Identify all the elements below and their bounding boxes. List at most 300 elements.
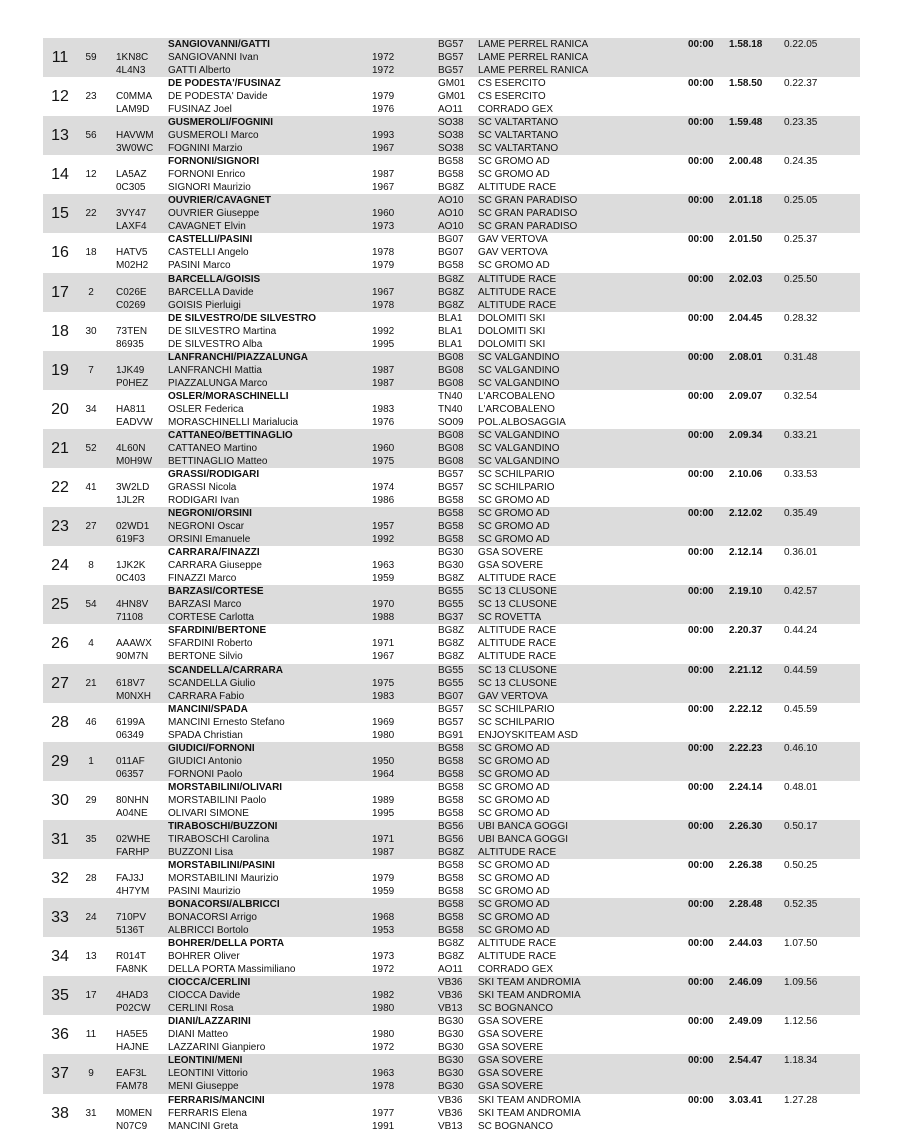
zero-time: 00:00	[688, 351, 714, 363]
athlete-code: 06349	[116, 729, 144, 741]
athlete-code: 4L4N3	[116, 65, 146, 76]
athlete-year: 1971	[372, 833, 395, 845]
club-code: BG58	[438, 169, 464, 181]
athlete-name: PIAZZALUNGA Marco	[168, 377, 268, 389]
finish-time: 1.59.48	[729, 117, 763, 129]
athlete-code: 619F3	[116, 534, 145, 546]
result-row	[43, 429, 860, 468]
club-name: SKI TEAM ANDROMIA	[478, 977, 581, 989]
finish-time: 2.44.03	[729, 938, 763, 950]
athlete-year: 1976	[372, 416, 395, 428]
athlete-year: 1973	[372, 951, 395, 963]
club-code: GM01	[438, 78, 466, 90]
athlete-code: HAJNE	[116, 1042, 149, 1054]
zero-time: 00:00	[688, 820, 714, 832]
club-code: BG57	[438, 52, 464, 63]
finish-time: 2.54.47	[729, 1055, 763, 1067]
time-gap: 0.33.21	[784, 429, 818, 441]
athlete-year: 1988	[372, 612, 395, 624]
result-row	[43, 1094, 860, 1133]
club-name: GAV VERTOVA	[478, 234, 548, 246]
result-row	[43, 273, 860, 312]
athlete-code: P02CW	[116, 1003, 151, 1015]
athlete-code: 1JK49	[116, 364, 145, 376]
athlete-code: FARHP	[116, 846, 150, 858]
time-gap: 0.46.10	[784, 742, 818, 754]
club-name: LAME PERREL RANICA	[478, 65, 589, 76]
club-code: BG30	[438, 1042, 464, 1054]
athlete-name: CERLINI Rosa	[168, 1003, 234, 1015]
team-name: CASTELLI/PASINI	[168, 234, 253, 246]
athlete-year: 1950	[372, 755, 395, 767]
zero-time: 00:00	[688, 156, 714, 168]
club-name: SC GROMO AD	[478, 872, 550, 884]
club-name: SKI TEAM ANDROMIA	[478, 1094, 581, 1106]
club-code: BG58	[438, 755, 464, 767]
time-gap: 1.27.28	[784, 1094, 818, 1106]
zero-time: 00:00	[688, 664, 714, 676]
club-name: SC GROMO AD	[478, 755, 550, 767]
club-name: SC VALTARTANO	[478, 143, 559, 155]
rank: 35	[51, 987, 69, 1005]
time-gap: 0.25.37	[784, 234, 818, 246]
club-code: BG58	[438, 521, 464, 533]
rank: 13	[51, 127, 69, 145]
team-name: SCANDELLA/CARRARA	[168, 664, 283, 676]
athlete-code: P0HEZ	[116, 377, 149, 389]
club-code: BG57	[438, 703, 464, 715]
rank: 11	[51, 49, 69, 66]
rank: 33	[51, 909, 69, 927]
athlete-name: BOHRER Oliver	[168, 951, 240, 963]
club-code: BG55	[438, 677, 464, 689]
club-code: TN40	[438, 390, 463, 402]
club-code: BG58	[438, 885, 464, 897]
athlete-code: HA811	[116, 403, 146, 415]
club-code: BG55	[438, 664, 464, 676]
zero-time: 00:00	[688, 1094, 714, 1106]
club-name: SC SCHILPARIO	[478, 716, 555, 728]
result-row	[43, 624, 860, 663]
zero-time: 00:00	[688, 39, 714, 50]
athlete-code: A04NE	[116, 807, 148, 819]
result-row	[43, 898, 860, 937]
team-name: BARCELLA/GOISIS	[168, 273, 261, 285]
time-gap: 0.50.17	[784, 820, 818, 832]
athlete-year: 1967	[372, 143, 395, 155]
finish-time: 3.03.41	[729, 1094, 763, 1106]
result-row	[43, 507, 860, 546]
result-row	[43, 1015, 860, 1054]
club-name: SC GROMO AD	[478, 742, 550, 754]
athlete-year: 1980	[372, 1029, 395, 1041]
club-code: AO11	[438, 104, 463, 116]
athlete-year: 1979	[372, 872, 395, 884]
athlete-year: 1972	[372, 964, 395, 976]
athlete-name: RODIGARI Ivan	[168, 495, 240, 507]
result-row	[43, 155, 860, 194]
athlete-name: DE SILVESTRO Alba	[168, 338, 263, 350]
athlete-year: 1978	[372, 1081, 395, 1093]
athlete-code: HA5E5	[116, 1029, 148, 1041]
athlete-year: 1986	[372, 495, 395, 507]
club-code: VB36	[438, 977, 463, 989]
bib-number: 9	[88, 1068, 94, 1080]
athlete-name: DIANI Matteo	[168, 1029, 229, 1041]
club-code: BG08	[438, 442, 464, 454]
athlete-code: EADVW	[116, 416, 153, 428]
zero-time: 00:00	[688, 429, 714, 441]
bib-number: 17	[85, 990, 97, 1002]
athlete-year: 1987	[372, 169, 395, 181]
club-code: AO11	[438, 964, 463, 976]
club-code: BG58	[438, 781, 464, 793]
finish-time: 2.21.12	[729, 664, 763, 676]
zero-time: 00:00	[688, 742, 714, 754]
team-name: BONACORSI/ALBRICCI	[168, 899, 280, 911]
athlete-name: DE SILVESTRO Martina	[168, 325, 277, 337]
result-row	[43, 390, 860, 429]
result-row	[43, 116, 860, 155]
rank: 34	[51, 948, 69, 966]
zero-time: 00:00	[688, 859, 714, 871]
athlete-name: SIGNORI Maurizio	[168, 182, 251, 194]
athlete-year: 1960	[372, 442, 395, 454]
rank: 28	[51, 713, 69, 731]
club-code: BG8Z	[438, 273, 465, 285]
athlete-code: 5136T	[116, 925, 145, 937]
team-name: DIANI/LAZZARINI	[168, 1016, 251, 1028]
athlete-name: NEGRONI Oscar	[168, 521, 245, 533]
club-name: SC GRAN PARADISO	[478, 195, 578, 207]
athlete-name: CAVAGNET Elvin	[168, 221, 246, 233]
finish-time: 2.01.50	[729, 234, 763, 246]
athlete-name: TIRABOSCHI Carolina	[168, 833, 270, 845]
rank: 30	[51, 791, 69, 809]
club-name: SC GROMO AD	[478, 794, 550, 806]
athlete-name: LANFRANCHI Mattia	[168, 364, 262, 376]
rank: 21	[51, 439, 69, 457]
club-name: SC GROMO AD	[478, 508, 550, 520]
bib-number: 46	[85, 716, 97, 728]
club-code: BG07	[438, 234, 464, 246]
zero-time: 00:00	[688, 1016, 714, 1028]
club-code: SO38	[438, 130, 464, 142]
club-code: BG8Z	[438, 951, 465, 963]
club-name: GSA SOVERE	[478, 1068, 544, 1080]
club-name: SC GROMO AD	[478, 807, 550, 819]
athlete-name: GUSMEROLI Marco	[168, 130, 259, 142]
athlete-code: 73TEN	[116, 325, 148, 337]
athlete-name: CIOCCA Davide	[168, 990, 241, 1002]
time-gap: 0.22.37	[784, 78, 818, 90]
athlete-code: 02WD1	[116, 521, 150, 533]
club-name: POL.ALBOSAGGIA	[478, 416, 566, 428]
club-code: BG55	[438, 586, 464, 598]
club-name: SC BOGNANCO	[478, 1003, 554, 1015]
club-code: BG58	[438, 872, 464, 884]
bib-number: 21	[85, 677, 97, 689]
athlete-code: LAM9D	[116, 104, 150, 116]
club-name: SKI TEAM ANDROMIA	[478, 990, 581, 1002]
team-name: SFARDINI/BERTONE	[168, 625, 267, 637]
athlete-code: 011AF	[116, 755, 145, 767]
bib-number: 31	[85, 1107, 97, 1119]
club-code: BG8Z	[438, 286, 465, 298]
athlete-code: AAAWX	[116, 638, 152, 650]
athlete-year: 1978	[372, 299, 395, 311]
athlete-year: 1987	[372, 364, 395, 376]
club-name: SC GROMO AD	[478, 534, 550, 546]
athlete-year: 1995	[372, 807, 395, 819]
club-name: SC BOGNANCO	[478, 1120, 554, 1132]
finish-time: 2.28.48	[729, 899, 763, 911]
team-name: LANFRANCHI/PIAZZALUNGA	[168, 351, 308, 363]
rank: 32	[51, 869, 69, 887]
bib-number: 35	[85, 833, 97, 845]
zero-time: 00:00	[688, 195, 714, 207]
club-code: BG8Z	[438, 182, 465, 194]
result-row	[43, 859, 860, 898]
finish-time: 2.02.03	[729, 273, 763, 285]
athlete-year: 1967	[372, 182, 395, 194]
result-row	[43, 703, 860, 742]
club-name: SC ROVETTA	[478, 612, 542, 624]
finish-time: 2.49.09	[729, 1016, 763, 1028]
athlete-year: 1969	[372, 716, 395, 728]
athlete-name: BUZZONI Lisa	[168, 846, 234, 858]
athlete-year: 1957	[372, 521, 395, 533]
rank: 22	[51, 479, 69, 497]
athlete-code: 0C403	[116, 573, 146, 585]
club-code: BG8Z	[438, 573, 465, 585]
athlete-name: SANGIOVANNI Ivan	[168, 52, 259, 63]
club-code: BG58	[438, 742, 464, 754]
bib-number: 4	[88, 638, 94, 650]
club-name: SC VALGANDINO	[478, 351, 560, 363]
athlete-code: 4H7YM	[116, 885, 150, 897]
finish-time: 2.22.12	[729, 703, 763, 715]
finish-time: 2.08.01	[729, 351, 763, 363]
athlete-code: HAVWM	[116, 130, 154, 142]
athlete-name: GRASSI Nicola	[168, 482, 237, 494]
time-gap: 0.25.50	[784, 273, 818, 285]
club-name: SC 13 CLUSONE	[478, 586, 557, 598]
time-gap: 0.25.05	[784, 195, 818, 207]
club-name: SC VALTARTANO	[478, 117, 559, 129]
club-name: SC GROMO AD	[478, 781, 550, 793]
team-name: CARRARA/FINAZZI	[168, 547, 260, 559]
club-name: ENJOYSKITEAM ASD	[478, 729, 579, 741]
finish-time: 2.12.02	[729, 508, 763, 520]
athlete-year: 1983	[372, 690, 395, 702]
zero-time: 00:00	[688, 625, 714, 637]
zero-time: 00:00	[688, 273, 714, 285]
club-name: L'ARCOBALENO	[478, 403, 555, 415]
club-name: GSA SOVERE	[478, 1042, 544, 1054]
athlete-name: GIUDICI Antonio	[168, 755, 242, 767]
athlete-name: FINAZZI Marco	[168, 573, 237, 585]
club-code: BG8Z	[438, 938, 465, 950]
athlete-year: 1971	[372, 638, 395, 650]
zero-time: 00:00	[688, 977, 714, 989]
club-code: BG30	[438, 1068, 464, 1080]
athlete-year: 1980	[372, 729, 395, 741]
athlete-year: 1967	[372, 651, 395, 663]
club-name: GSA SOVERE	[478, 560, 544, 572]
club-code: VB36	[438, 1094, 463, 1106]
athlete-code: C026E	[116, 286, 147, 298]
club-code: SO38	[438, 143, 464, 155]
finish-time: 1.58.18	[729, 39, 763, 50]
club-code: BG07	[438, 690, 464, 702]
bib-number: 11	[85, 1029, 97, 1041]
team-name: FORNONI/SIGNORI	[168, 156, 260, 168]
club-name: SC GROMO AD	[478, 260, 550, 272]
athlete-year: 1977	[372, 1107, 395, 1119]
club-code: AO10	[438, 208, 464, 220]
finish-time: 2.19.10	[729, 586, 763, 598]
club-code: BG8Z	[438, 651, 465, 663]
club-name: GAV VERTOVA	[478, 690, 548, 702]
result-row	[43, 937, 860, 976]
zero-time: 00:00	[688, 469, 714, 481]
club-code: BG91	[438, 729, 464, 741]
zero-time: 00:00	[688, 78, 714, 90]
athlete-name: CORTESE Carlotta	[168, 612, 254, 624]
athlete-name: SPADA Christian	[168, 729, 243, 741]
athlete-year: 1953	[372, 925, 395, 937]
club-name: SC GRAN PARADISO	[478, 221, 578, 233]
athlete-code: 3W0WC	[116, 143, 154, 155]
bib-number: 54	[85, 599, 97, 611]
athlete-code: 710PV	[116, 912, 147, 924]
athlete-year: 1973	[372, 221, 395, 233]
club-code: BG57	[438, 39, 464, 50]
athlete-name: MORSTABILINI Maurizio	[168, 872, 279, 884]
bib-number: 23	[85, 91, 97, 103]
finish-time: 2.09.34	[729, 429, 763, 441]
bib-number: 34	[85, 403, 97, 415]
team-name: TIRABOSCHI/BUZZONI	[168, 820, 278, 832]
rank: 26	[51, 635, 69, 653]
result-row	[43, 820, 860, 859]
athlete-name: CARRARA Giuseppe	[168, 560, 262, 572]
athlete-name: SCANDELLA Giulio	[168, 677, 256, 689]
athlete-code: R014T	[116, 951, 147, 963]
zero-time: 00:00	[688, 117, 714, 129]
club-code: VB13	[438, 1120, 463, 1132]
club-name: SC VALTARTANO	[478, 130, 559, 142]
rank: 36	[51, 1026, 69, 1044]
club-code: BG8Z	[438, 638, 465, 650]
athlete-name: ORSINI Emanuele	[168, 534, 251, 546]
rank: 14	[51, 166, 69, 184]
athlete-code: 06357	[116, 768, 144, 780]
rank: 20	[51, 400, 69, 418]
athlete-name: DELLA PORTA Massimiliano	[168, 964, 296, 976]
time-gap: 0.23.35	[784, 117, 818, 129]
club-code: BG08	[438, 455, 464, 467]
athlete-code: 80NHN	[116, 794, 149, 806]
rank: 31	[51, 830, 69, 848]
athlete-name: LEONTINI Vittorio	[168, 1068, 248, 1080]
bib-number: 56	[85, 130, 97, 142]
club-code: BG56	[438, 833, 464, 845]
time-gap: 0.28.32	[784, 312, 818, 324]
finish-time: 2.10.06	[729, 469, 763, 481]
bib-number: 28	[85, 872, 97, 884]
athlete-name: BARZASI Marco	[168, 599, 242, 611]
rank: 38	[51, 1104, 69, 1122]
club-name: SC GROMO AD	[478, 495, 550, 507]
time-gap: 0.36.01	[784, 547, 818, 559]
athlete-code: FAJ3J	[116, 872, 144, 884]
rank: 37	[51, 1065, 69, 1083]
bib-number: 12	[85, 169, 97, 181]
club-name: DOLOMITI SKI	[478, 325, 546, 337]
result-row	[43, 194, 860, 233]
club-name: SC GROMO AD	[478, 899, 550, 911]
club-name: CORRADO GEX	[478, 104, 554, 116]
athlete-name: FUSINAZ Joel	[168, 104, 232, 116]
athlete-year: 1959	[372, 573, 395, 585]
athlete-year: 1975	[372, 677, 395, 689]
club-name: ALTITUDE RACE	[478, 638, 557, 650]
athlete-name: MENI Giuseppe	[168, 1081, 239, 1093]
athlete-name: GATTI Alberto	[168, 65, 231, 76]
rank: 29	[51, 752, 69, 770]
athlete-year: 1982	[372, 990, 395, 1002]
athlete-year: 1972	[372, 52, 395, 63]
club-name: CORRADO GEX	[478, 964, 554, 976]
athlete-year: 1959	[372, 885, 395, 897]
athlete-code: HATV5	[116, 247, 148, 259]
bib-number: 52	[85, 442, 97, 454]
club-code: VB36	[438, 1107, 463, 1119]
team-name: CATTANEO/BETTINAGLIO	[168, 429, 293, 441]
athlete-year: 1963	[372, 1068, 395, 1080]
athlete-year: 1979	[372, 260, 395, 272]
athlete-code: 3W2LD	[116, 482, 150, 494]
bib-number: 7	[88, 364, 94, 376]
club-name: SC GROMO AD	[478, 521, 550, 533]
athlete-year: 1987	[372, 377, 395, 389]
result-row	[43, 1054, 860, 1093]
club-code: BG30	[438, 547, 464, 559]
club-code: BG58	[438, 794, 464, 806]
club-name: SC GRAN PARADISO	[478, 208, 578, 220]
athlete-year: 1991	[372, 1120, 395, 1132]
athlete-code: 1KN8C	[116, 52, 149, 63]
team-name: GUSMEROLI/FOGNINI	[168, 117, 273, 129]
athlete-name: ALBRICCI Bortolo	[168, 925, 249, 937]
time-gap: 0.44.59	[784, 664, 818, 676]
club-name: LAME PERREL RANICA	[478, 52, 589, 63]
club-name: GSA SOVERE	[478, 1055, 544, 1067]
club-name: GSA SOVERE	[478, 1016, 544, 1028]
athlete-code: EAF3L	[116, 1068, 147, 1080]
athlete-code: 90M7N	[116, 651, 149, 663]
club-code: SO09	[438, 416, 464, 428]
athlete-code: 4L60N	[116, 442, 146, 454]
club-code: BG58	[438, 508, 464, 520]
athlete-year: 1970	[372, 599, 395, 611]
club-code: BG08	[438, 364, 464, 376]
finish-time: 2.01.18	[729, 195, 763, 207]
club-code: AO10	[438, 195, 464, 207]
zero-time: 00:00	[688, 938, 714, 950]
